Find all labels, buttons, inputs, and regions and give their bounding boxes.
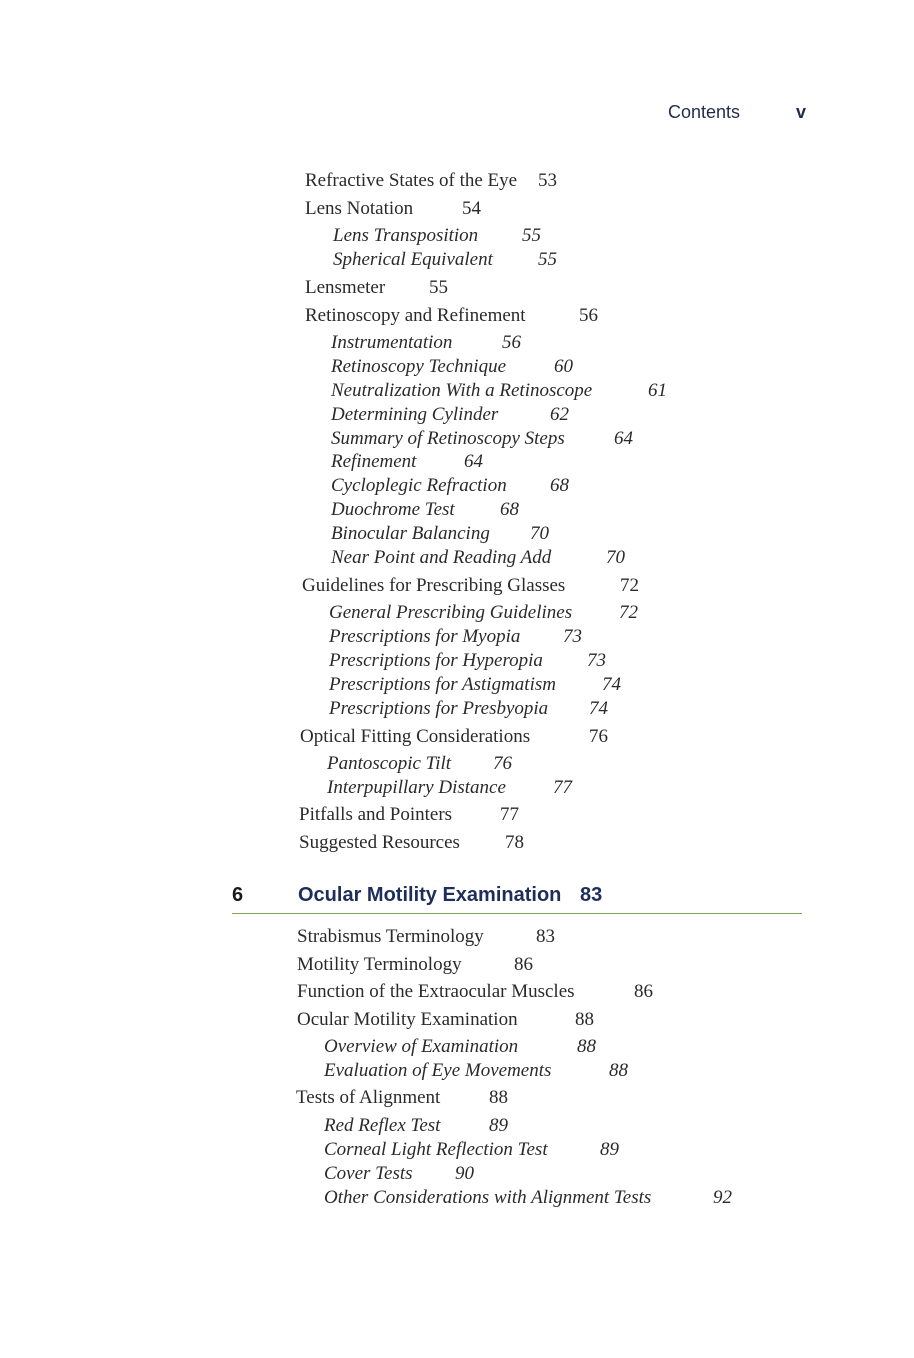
toc-entry — [297, 1008, 594, 1032]
toc-entry-page: 76 — [589, 726, 608, 747]
toc-entry-page: 68 — [500, 499, 519, 520]
toc-entry-title: Interpupillary Distance — [327, 777, 506, 798]
toc-entry-title: Function of the Extraocular Muscles — [297, 981, 575, 1002]
toc-entry — [299, 803, 519, 827]
toc-entry — [327, 752, 512, 776]
toc-entry-page: 68 — [550, 475, 569, 496]
page-number: v — [796, 102, 807, 122]
toc-entry-page: 64 — [614, 428, 633, 449]
toc-entry — [297, 925, 555, 949]
toc-entry-title: Lens Transposition — [333, 225, 479, 246]
toc-entry — [297, 953, 533, 977]
toc-entry — [305, 304, 598, 328]
toc-entry — [331, 427, 633, 451]
toc-entry-title: Refractive States of the Eye — [305, 170, 518, 191]
page-header — [0, 102, 914, 128]
toc-entry-title: Cover Tests — [324, 1163, 413, 1184]
toc-entry-page: 78 — [505, 832, 524, 853]
toc-entry-page: 61 — [648, 380, 667, 401]
toc-entry-title: Other Considerations with Alignment Tests — [324, 1187, 652, 1208]
toc-entry-page: 92 — [713, 1187, 732, 1208]
toc-entry — [305, 276, 448, 300]
toc-entry — [324, 1035, 596, 1059]
toc-entry-page: 88 — [489, 1087, 508, 1108]
running-head: Contents — [668, 102, 741, 122]
chapter-heading — [0, 884, 914, 924]
toc-entry-title: Spherical Equivalent — [333, 249, 493, 270]
toc-entry-title: Binocular Balancing — [331, 523, 490, 544]
toc-entry-page: 88 — [609, 1060, 628, 1081]
chapter-divider — [232, 913, 802, 914]
toc-entry-title: Evaluation of Eye Movements — [324, 1060, 552, 1081]
toc-entry — [324, 1059, 628, 1083]
toc-entry-page: 70 — [606, 547, 625, 568]
toc-entry-title: Determining Cylinder — [331, 404, 499, 425]
toc-entry-title: Strabismus Terminology — [297, 926, 484, 947]
toc-entry — [329, 649, 606, 673]
toc-entry-title: Duochrome Test — [331, 499, 455, 520]
toc-entry — [333, 224, 541, 248]
toc-entry-title: Near Point and Reading Add — [331, 547, 552, 568]
toc-entry-title: Prescriptions for Astigmatism — [329, 674, 556, 695]
toc-entry-page: 54 — [462, 198, 481, 219]
toc-entry — [329, 673, 621, 697]
toc-entry-title: Corneal Light Reflection Test — [324, 1139, 548, 1160]
toc-entry — [305, 169, 557, 193]
toc-entry-title: Neutralization With a Retinoscope — [331, 380, 593, 401]
toc-entry — [327, 776, 572, 800]
toc-entry — [329, 601, 638, 625]
toc-entry — [331, 522, 549, 546]
toc-entry-page: 74 — [589, 698, 608, 719]
toc-entry-page: 73 — [587, 650, 606, 671]
toc-entry-title: Overview of Examination — [324, 1036, 519, 1057]
toc-entry-page: 70 — [530, 523, 549, 544]
toc-entry-title: Refinement — [331, 451, 417, 472]
toc-entry-title: Motility Terminology — [297, 954, 462, 975]
toc-entry-page: 72 — [620, 575, 639, 596]
toc-entry-page: 83 — [536, 926, 555, 947]
toc-entry — [297, 980, 653, 1004]
chapter-number: 6 — [232, 884, 244, 906]
toc-entry-page: 86 — [634, 981, 653, 1002]
toc-entry-page: 53 — [538, 170, 557, 191]
toc-entry-title: Cycloplegic Refraction — [331, 475, 507, 496]
toc-entry — [331, 355, 573, 379]
toc-entry-page: 88 — [577, 1036, 596, 1057]
toc-entry — [331, 331, 521, 355]
chapter-page: 83 — [580, 884, 603, 906]
toc-entry-page: 64 — [464, 451, 483, 472]
toc-entry-title: General Prescribing Guidelines — [329, 602, 573, 623]
toc-entry-page: 56 — [502, 332, 521, 353]
chapter-title: Ocular Motility Examination — [298, 884, 562, 906]
toc-entry-page: 77 — [500, 804, 519, 825]
toc-entry — [300, 725, 608, 749]
toc-entry — [324, 1138, 619, 1162]
toc-entry-page: 89 — [489, 1115, 508, 1136]
toc-entry-title: Prescriptions for Myopia — [329, 626, 521, 647]
toc-entry — [324, 1162, 474, 1186]
toc-entry — [329, 697, 608, 721]
toc-entry — [305, 197, 481, 221]
toc-entry-page: 89 — [600, 1139, 619, 1160]
toc-entry-page: 62 — [550, 404, 569, 425]
toc-entry-title: Pitfalls and Pointers — [299, 804, 453, 825]
toc-entry-page: 88 — [575, 1009, 594, 1030]
toc-entry — [302, 574, 639, 598]
toc-entry-title: Instrumentation — [331, 332, 453, 353]
toc-entry-title: Retinoscopy and Refinement — [305, 305, 526, 326]
toc-entry-title: Prescriptions for Hyperopia — [329, 650, 543, 671]
toc-entry-title: Red Reflex Test — [324, 1115, 441, 1136]
toc-entry-title: Summary of Retinoscopy Steps — [331, 428, 565, 449]
toc-entry — [331, 379, 667, 403]
toc-entry — [331, 498, 519, 522]
toc-entry-title: Suggested Resources — [299, 832, 460, 853]
toc-entry-page: 73 — [563, 626, 582, 647]
toc-entry-title: Guidelines for Prescribing Glasses — [302, 575, 566, 596]
toc-entry-page: 90 — [455, 1163, 474, 1184]
toc-entry-title: Prescriptions for Presbyopia — [329, 698, 549, 719]
toc-entry — [331, 474, 569, 498]
toc-entry — [331, 450, 483, 474]
toc-entry-page: 55 — [429, 277, 448, 298]
toc-entry-page: 86 — [514, 954, 533, 975]
toc-entry — [329, 625, 582, 649]
toc-entry — [324, 1186, 732, 1210]
toc-entry-page: 77 — [553, 777, 572, 798]
toc-entry-page: 76 — [493, 753, 512, 774]
toc-entry — [324, 1114, 508, 1138]
toc-entry — [299, 831, 524, 855]
toc-entry-page: 60 — [554, 356, 573, 377]
toc-entry-page: 55 — [538, 249, 557, 270]
toc-entry — [296, 1086, 508, 1110]
toc-entry-page: 74 — [602, 674, 621, 695]
toc-entry-title: Optical Fitting Considerations — [300, 726, 531, 747]
toc-entry-title: Retinoscopy Technique — [331, 356, 507, 377]
toc-entry-title: Lens Notation — [305, 198, 414, 219]
toc-entry-page: 72 — [619, 602, 638, 623]
toc-entry — [333, 248, 557, 272]
toc-entry-title: Pantoscopic Tilt — [327, 753, 452, 774]
toc-entry-page: 56 — [579, 305, 598, 326]
toc-entry-title: Lensmeter — [305, 277, 386, 298]
toc-entry-title: Tests of Alignment — [296, 1087, 441, 1108]
toc-entry-title: Ocular Motility Examination — [297, 1009, 518, 1030]
toc-entry — [331, 403, 569, 427]
toc-entry — [331, 546, 625, 570]
toc-entry-page: 55 — [522, 225, 541, 246]
